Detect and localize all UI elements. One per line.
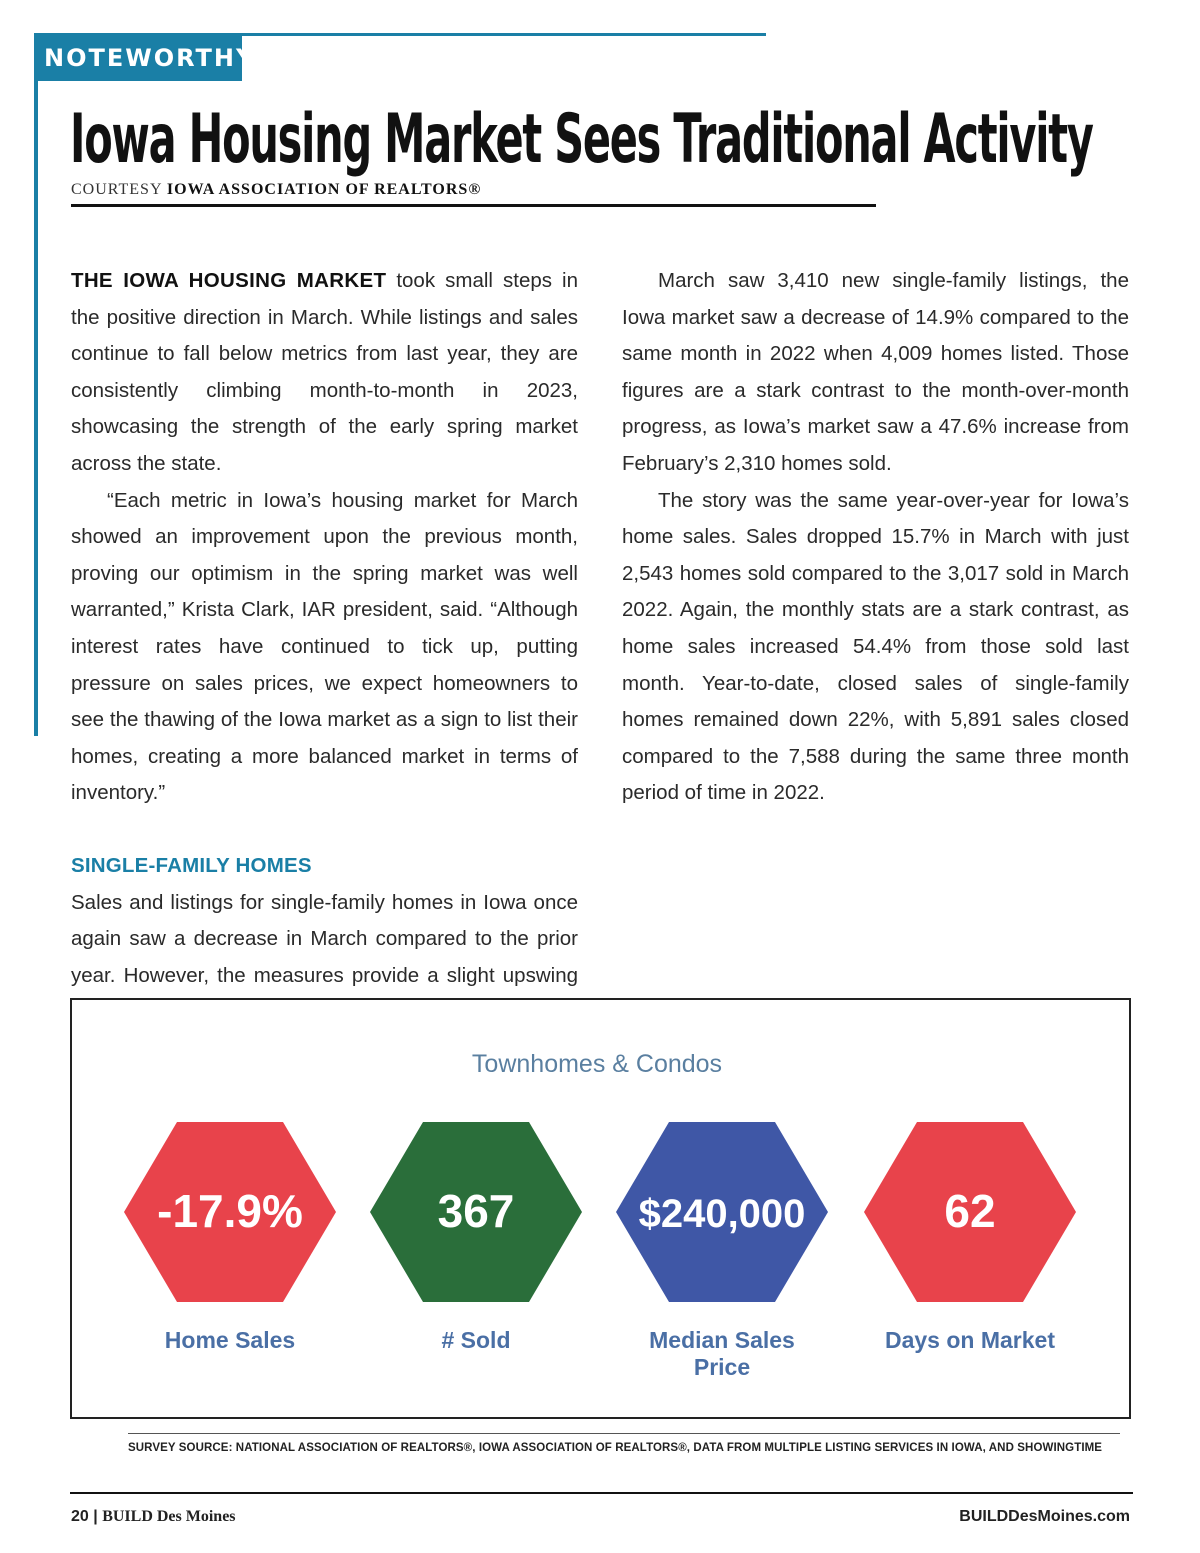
infographic-title: Townhomes & Condos xyxy=(471,1050,723,1078)
page-number: 20 xyxy=(71,1508,89,1525)
source-divider xyxy=(128,1433,1120,1434)
infographic-svg xyxy=(72,1000,1129,1417)
infographic-box xyxy=(70,998,1131,1419)
stat-value: -17.9% xyxy=(157,1185,303,1237)
stat-label: Median Sales xyxy=(649,1327,795,1353)
paragraph-3-text: Sales and listings for single-family homes in Iowa once again saw a decrease in March compared to the prior year. However, the measures provide a slight upswing xyxy=(71,890,578,987)
survey-source-note: SURVEY SOURCE: NATIONAL ASSOCIATION OF REALTORS®, IOWA ASSOCIATION OF REALTORS®, DATA FROM MULTIPLE LISTING SERVICES IN IOWA, AND SHOWINGTIME xyxy=(128,1442,1103,1454)
left-accent-rule xyxy=(34,33,38,736)
paragraph-quote: “Each metric in Iowa’s housing market for March showed an improvement upon the previous month, proving our optimism in the spring market was well warranted,” Krista Clark, IAR president, said. “Although interest rates have continued to tick up, putting pressure on sales prices, we expect homeowners to see the thawing of the Iowa market as a sign to list their homes, creating a more balanced market in terms of inventory.” xyxy=(71,488,578,805)
stat-label: Days on Market xyxy=(884,1327,1056,1353)
footer-divider xyxy=(70,1492,1133,1494)
article-headline: Iowa Housing Market Sees Traditional Activity xyxy=(70,100,1093,179)
paragraph-1-text: took small steps in the positive direction in March. While listings and sales continue to fall below metrics from last year, they are consistently climbing month-to-month in 2023, showcasing the strength of the early spring market across the state. xyxy=(71,269,579,475)
article-column-right xyxy=(622,263,1129,812)
footer-website: BUILDDesMoines.com xyxy=(959,1508,1130,1525)
folio-separator: | xyxy=(93,1508,98,1525)
footer-folio xyxy=(71,1508,236,1526)
stat-label: Home Sales xyxy=(164,1327,296,1353)
publication-name: BUILD Des Moines xyxy=(102,1508,236,1525)
stat-value: 367 xyxy=(437,1185,515,1237)
section-tag: NOTEWORTHY xyxy=(36,36,242,81)
headline-divider xyxy=(71,204,876,207)
stat-value: $240,000 xyxy=(638,1192,806,1236)
stat-label: # Sold xyxy=(441,1327,511,1353)
stat-label: Price xyxy=(693,1354,751,1380)
article-column-left xyxy=(71,263,578,1104)
paragraph-intro xyxy=(71,263,578,483)
credit-prefix: COURTESY xyxy=(71,181,162,198)
subhead-single-family: SINGLE-FAMILY HOMES xyxy=(71,853,312,877)
paragraph-sales: The story was the same year-over-year for Iowa’s home sales. Sales dropped 15.7% in March with just 2,543 homes sold compared to the 3,017 sold in March 2022. Again, the monthly stats are a stark contrast, as home sales increased 54.4% from those sold last month. Year-to-date, closed sales of single-family homes remained down 22%, with 5,891 sales closed compared to the 7,588 during the same three month period of time in 2022. xyxy=(622,488,1129,805)
article-credit xyxy=(71,181,481,199)
credit-org: IOWA ASSOCIATION OF REALTORS® xyxy=(166,181,482,198)
stat-value: 62 xyxy=(944,1185,996,1237)
paragraph-listings: March saw 3,410 new single-family listings, the Iowa market saw a decrease of 14.9% compared to the same month in 2022 when 4,009 homes listed. Those figures are a stark contrast to the month-over-month progress, as Iowa’s market saw a 47.6% increase from February’s 2,310 homes sold. xyxy=(622,269,1129,475)
lead-in: THE IOWA HOUSING MARKET xyxy=(71,269,387,292)
